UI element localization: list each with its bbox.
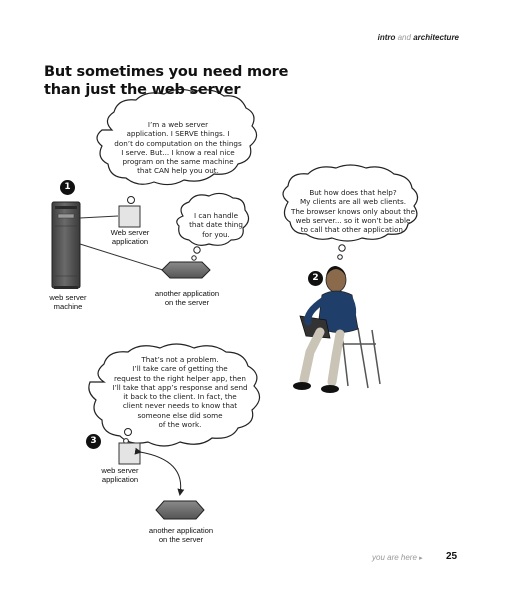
bubble-line: for you. [202,229,230,239]
web-server-app-square-1 [119,206,140,227]
step-number-1: 1 [60,180,75,195]
bubble-line: I’ll take that app’s response and send [112,382,248,392]
bubble-line: someone else did some [137,410,223,420]
bubble-line: I can handle [193,211,239,220]
bubble-line: don’t do computation on the things [114,138,242,148]
title-line-2: than just the web server [44,82,241,98]
label-line: application [111,237,149,246]
chapter-header [378,33,459,42]
label-web-server-app-1 [102,228,158,246]
bubble-text-server [108,120,248,176]
header-intro: intro [377,33,396,42]
bubble-line: program on the same machine [122,157,234,167]
bubble-line: But how does that help? [309,188,397,197]
helper-app-hexagon-3 [156,501,204,519]
bubble-line: I’ll take care of getting the [132,364,228,374]
label-another-app-1 [142,289,232,307]
bubble-line: that date thing [189,220,243,230]
step-number-3: 3 [86,434,101,449]
bubble-line: I’m a web server [147,120,209,129]
bubble-line: that CAN help you out. [137,166,219,176]
header-and: and [397,33,411,42]
bubble-line: it back to the client. In fact, the [123,392,237,402]
footer-text: you are here [372,553,417,562]
footer-you-are-here [372,553,423,562]
label-another-app-3 [136,526,226,544]
web-server-app-square-3 [119,443,140,464]
bubble-line: I serve. But... I know a real nice [121,147,235,157]
header-architecture: architecture [413,33,459,42]
bubble-text-answer [100,355,260,429]
label-line: another application [148,526,214,535]
label-line: Web server [110,228,150,237]
bubble-line: request to the right helper app, then [113,373,246,383]
bubble-line: The browser knows only about the [290,206,416,216]
bubble-text-question [290,188,416,234]
bubble-line: My clients are all web clients. [299,197,407,207]
label-line: machine [53,302,83,311]
page-title [44,63,304,99]
label-line: web server [101,466,139,475]
machine-to-app-line [80,216,118,218]
machine-to-helper-line [80,244,166,271]
helper-app-hexagon-1 [162,262,210,278]
label-line: another application [154,289,220,298]
label-line: on the server [158,535,204,544]
label-line: web server [49,293,87,302]
triangle-right-icon: ▸ [419,555,423,562]
label-line: application [101,475,139,484]
label-line: on the server [164,298,210,307]
step-number-2: 2 [308,271,323,286]
bubble-text-helper [188,211,244,239]
server-machine-drawing [52,202,80,289]
bubble-line: That’s not a problem. [141,355,219,364]
label-web-server-machine [40,293,96,311]
bubble-line: application. I SERVE things. I [126,129,230,139]
bubble-line: client never needs to know that [122,401,238,411]
page-number: 25 [446,551,458,562]
bubble-line: to call that other application. [300,225,406,235]
bubble-line: web server... so it won’t be able [295,215,411,225]
label-web-server-app-3 [92,466,148,484]
title-line-1: But sometimes you need more [44,64,289,80]
bubble-line: of the work. [158,420,202,430]
person-with-laptop [293,266,380,393]
